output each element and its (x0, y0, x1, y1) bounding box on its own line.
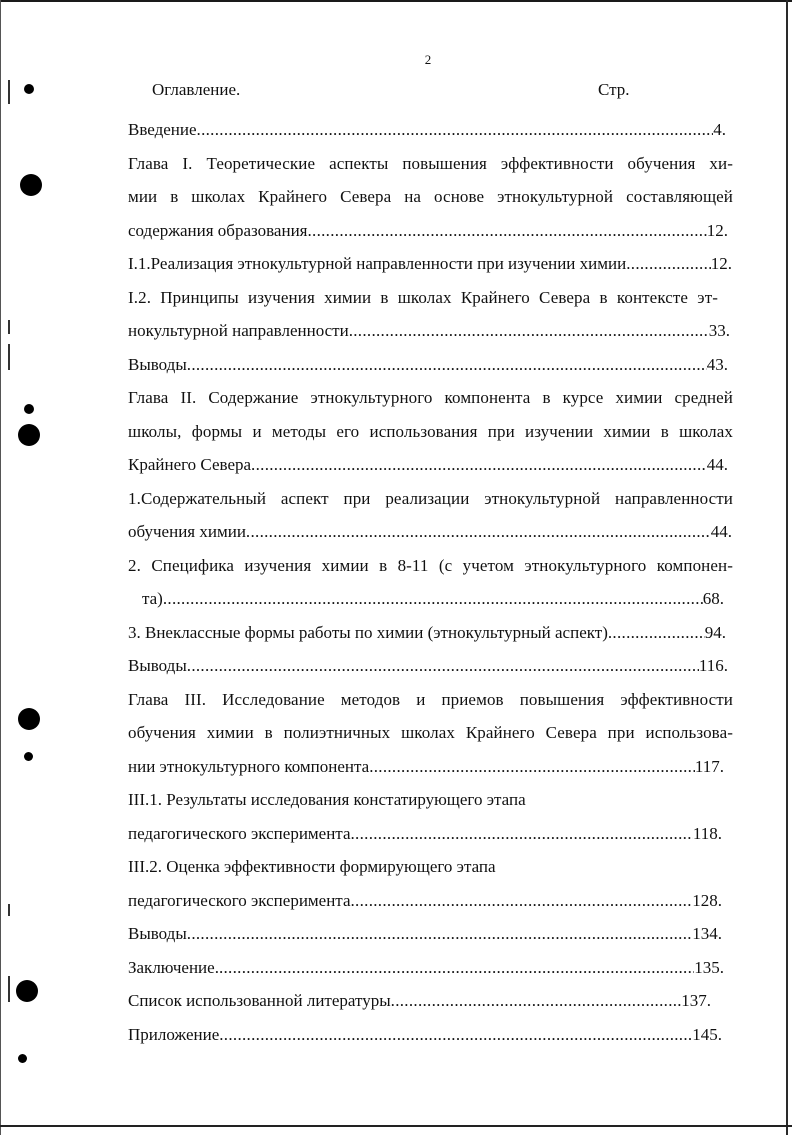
toc-leader-line (128, 951, 724, 985)
toc-entry[interactable] (128, 482, 733, 549)
toc-entry-text: Выводы (128, 656, 187, 675)
toc-leader-line (128, 348, 728, 382)
dot-leader (163, 582, 703, 616)
toc-entry-line: 1.Содержательный аспект при реализации этнокультурной направленности (128, 488, 733, 508)
toc-entry-line: 2. Специфика изучения химии в 8-11 (с учетом этнокультурного компонен- (128, 555, 733, 575)
toc-entry[interactable] (128, 348, 733, 382)
toc-leader-line (128, 1018, 722, 1052)
toc-leader-line (128, 448, 728, 482)
dot-leader (351, 884, 693, 918)
toc-page-number: 117. (694, 756, 724, 776)
toc-page-number: 44. (706, 455, 728, 474)
toc-leader-line (128, 582, 724, 616)
dot-leader (219, 1018, 692, 1052)
toc-page-number: 12. (710, 254, 732, 273)
dot-leader (251, 448, 707, 482)
toc-leader-line (128, 884, 722, 918)
toc-entry[interactable] (128, 616, 733, 650)
toc-entry-text: нокультурной направленности (128, 321, 349, 340)
punch-hole-mark (18, 1054, 27, 1063)
toc-page-number: 116. (698, 656, 728, 675)
dot-leader (626, 247, 711, 281)
dot-leader (391, 984, 682, 1018)
toc-entry-text: I.1.Реализация этнокультурной направленности при изучении химии (128, 254, 627, 273)
punch-hole (18, 708, 40, 730)
toc-entry-text: Заключение. (128, 957, 219, 977)
toc-page-number: 145. (692, 1024, 722, 1044)
toc-entry-line: III.2. Оценка эффективности формирующего этапа (128, 857, 496, 876)
punch-hole-mark (24, 84, 34, 94)
toc-entry[interactable] (128, 247, 733, 281)
dot-leader (187, 917, 692, 951)
toc-leader-line (128, 984, 711, 1018)
toc-leader-line (128, 616, 726, 650)
dot-leader (246, 515, 711, 549)
punch-hole-mark (24, 752, 33, 761)
toc-page-number: 128. (692, 890, 722, 910)
page-number: 2 (424, 52, 432, 67)
toc-entry-text: Введение (128, 120, 197, 139)
toc-leader-line (128, 247, 732, 281)
toc-leader-line (128, 917, 722, 951)
toc-page-number: 118. (692, 823, 722, 843)
margin-tick-mark (8, 904, 10, 916)
toc-entry-text: та) (142, 589, 163, 608)
toc-entry-text: содержания образования (128, 220, 308, 240)
toc-leader-line (128, 750, 724, 784)
scan-edge-bottom (0, 1125, 792, 1127)
dot-leader (608, 616, 705, 650)
toc-leader-line (128, 314, 730, 348)
toc-entry-line: мии в школах Крайнего Севера на основе этнокультурной составляющей (128, 187, 733, 206)
toc-entry-line: обучения химии в полиэтничных школах Крайнего Севера при использова- (128, 723, 733, 742)
dot-leader (351, 817, 693, 851)
toc-leader-line (128, 817, 722, 851)
toc-entry-line: Глава III. Исследование методов и приемов повышения эффективности (128, 689, 733, 709)
toc-entry[interactable] (128, 783, 733, 850)
toc-entry-line: Глава II. Содержание этнокультурного компонента в курсе химии средней (128, 388, 733, 407)
toc-leader-line (128, 113, 726, 147)
toc-entry[interactable] (128, 917, 733, 951)
dot-leader (369, 750, 695, 784)
dot-leader (197, 113, 714, 147)
toc-entry[interactable] (128, 147, 733, 248)
scan-edge-top (0, 0, 792, 2)
toc-entry-text: нии этнокультурного компонента (128, 756, 370, 776)
toc-leader-line (128, 214, 728, 248)
punch-hole (16, 980, 38, 1002)
table-of-contents (128, 113, 733, 1051)
dot-leader (187, 348, 707, 382)
toc-leader-line (128, 649, 728, 683)
toc-page-number: 68. (702, 589, 724, 608)
scan-edge-right (786, 0, 788, 1135)
toc-entry-text: Выводы (128, 924, 187, 943)
toc-entry-line: I.2. Принципы изучения химии в школах Крайнего Севера в контексте эт- (128, 287, 718, 307)
toc-page-number: 135. (694, 957, 724, 977)
dot-leader (307, 214, 706, 248)
toc-entry[interactable] (128, 381, 733, 482)
page-column-label: Стр. (598, 80, 630, 99)
toc-entry[interactable] (128, 649, 733, 683)
toc-page-number: 43. (706, 354, 728, 374)
toc-page-number: 33. (708, 321, 730, 340)
margin-tick-mark (8, 80, 10, 104)
toc-entry[interactable] (128, 951, 733, 985)
toc-entry-text: 3. Внеклассные формы работы по химии (этнокультурный аспект) (128, 622, 608, 642)
toc-entry[interactable] (128, 281, 733, 348)
toc-entry-text: обучения химии (128, 522, 246, 541)
dot-leader (349, 314, 709, 348)
toc-entry-line: Глава I. Теоретические аспекты повышения эффективности обучения хи- (128, 153, 733, 173)
scan-edge-left (0, 0, 1, 1135)
dot-leader (187, 649, 699, 683)
toc-entry-text: педагогического эксперимента (128, 823, 351, 843)
toc-entry-text: Список использованной литературы (128, 991, 391, 1010)
margin-tick-mark (8, 320, 10, 334)
toc-entry[interactable] (128, 1018, 733, 1052)
toc-page-number: 4. (713, 120, 726, 139)
toc-page-number: 12. (706, 220, 728, 240)
toc-leader-line (128, 515, 732, 549)
toc-page-number: 94. (704, 622, 726, 642)
toc-entry-text: Крайнего Севера (128, 455, 252, 474)
punch-hole-mark (24, 404, 34, 414)
toc-page-number: 44. (710, 522, 732, 541)
toc-header (152, 80, 642, 102)
toc-page-number: 134. (692, 924, 722, 943)
toc-entry-line: школы, формы и методы его использования при изучении химии в школах (128, 421, 733, 441)
toc-entry-text: Выводы (128, 354, 187, 374)
punch-hole (20, 174, 42, 196)
margin-tick-mark (8, 976, 10, 1002)
toc-entry[interactable] (128, 850, 733, 917)
toc-entry[interactable] (128, 549, 733, 616)
toc-page-number: 137. (681, 991, 711, 1010)
toc-entry-line: III.1. Результаты исследования констатирующего этапа (128, 790, 526, 809)
punch-hole (18, 424, 40, 446)
toc-entry-text: педагогического эксперимента (128, 890, 351, 910)
toc-entry[interactable] (128, 984, 733, 1018)
toc-entry[interactable] (128, 683, 733, 784)
toc-entry-text: Приложение (128, 1024, 220, 1044)
dot-leader (219, 951, 694, 985)
toc-title: Оглавление. (152, 80, 241, 99)
toc-entry[interactable] (128, 113, 733, 147)
margin-tick-mark (8, 344, 10, 370)
